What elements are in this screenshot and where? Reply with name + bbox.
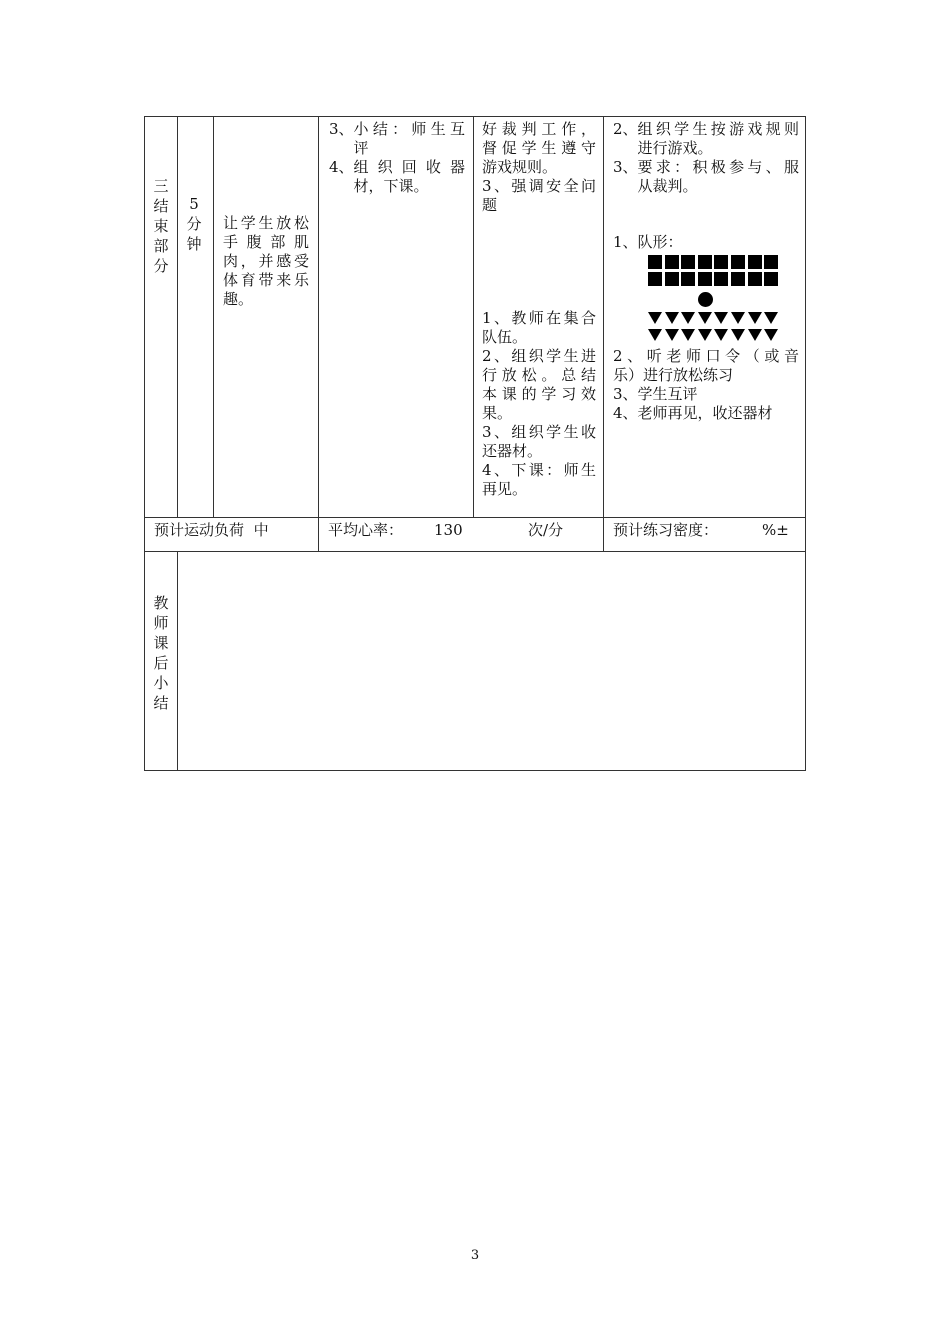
row-divider-1 — [144, 517, 806, 518]
student-triangle-marker — [681, 329, 695, 341]
teacher-activity-top: 好裁判工作， 督促学生遵守 游戏规则。 3、强调安全问 题 — [482, 120, 596, 214]
student-triangle-marker — [748, 312, 762, 324]
col-divider-3 — [318, 116, 319, 551]
student-square-marker — [714, 255, 728, 269]
hr-label: 平均心率： — [328, 521, 404, 539]
student-square-marker — [731, 255, 745, 269]
student-square-marker — [648, 272, 662, 286]
student-triangle-marker — [714, 329, 728, 341]
content-item-3: 3、 小结：师生互 评 — [329, 120, 465, 157]
page-number: 3 — [470, 1248, 480, 1263]
lesson-goal: 让学生放松 手腹部肌 肉，并感受 体育带来乐 趣。 — [223, 214, 309, 308]
student-triangle-marker — [731, 312, 745, 324]
student-square-marker — [681, 272, 695, 286]
col-divider-1 — [177, 116, 178, 517]
lesson-plan-table — [144, 116, 806, 771]
student-item-2: 2、 组织学生按游戏规则 进行游戏。 — [613, 120, 799, 157]
student-square-marker — [698, 272, 712, 286]
student-square-marker — [714, 272, 728, 286]
table-border-bottom — [144, 770, 806, 771]
student-triangle-marker — [681, 312, 695, 324]
lesson-content — [329, 120, 465, 196]
student-triangle-marker — [648, 329, 662, 341]
student-square-marker — [665, 272, 679, 286]
col-divider-2 — [213, 116, 214, 517]
student-activity-top — [613, 120, 799, 196]
student-activity-bottom: 2、听老师口令（或音 乐）进行放松练习 3、学生互评 4、老师再见，收还器材 — [613, 347, 799, 422]
col-divider-4 — [473, 116, 474, 517]
table-border-left — [144, 116, 145, 771]
student-square-marker — [648, 255, 662, 269]
student-triangle-marker — [698, 312, 712, 324]
student-square-marker — [764, 272, 778, 286]
teacher-activity-bottom: 1、教师在集合 队伍。 2、组织学生进 行放松。总结 本课的学习效 果。 3、组织学生收 还器材。 4、下课：师生 再见。 — [482, 309, 596, 498]
student-square-marker — [748, 255, 762, 269]
table-border-right — [805, 116, 806, 771]
student-triangle-marker — [731, 329, 745, 341]
student-item-3: 3、 要求：积极参与、服 从裁判。 — [613, 158, 799, 195]
student-square-marker — [731, 272, 745, 286]
hr-unit: 次/分 — [528, 521, 564, 539]
table-border-top — [144, 116, 806, 117]
student-triangle-marker — [698, 329, 712, 341]
duration: 5 分 钟 — [186, 195, 202, 253]
teacher-circle-marker — [698, 292, 713, 307]
row-divider-2 — [144, 551, 806, 552]
student-triangle-marker — [665, 312, 679, 324]
col-divider-5 — [603, 116, 604, 551]
load-label: 预计运动负荷 — [154, 521, 245, 539]
student-square-marker — [748, 272, 762, 286]
student-triangle-marker — [648, 312, 662, 324]
section-label: 三 结 束 部 分 — [153, 177, 169, 275]
summary-content-area — [180, 554, 802, 768]
summary-col-divider — [177, 551, 178, 771]
load-value: 中 — [253, 521, 269, 539]
student-square-marker — [681, 255, 695, 269]
student-square-marker — [698, 255, 712, 269]
load-row-left — [154, 521, 314, 540]
student-triangle-marker — [764, 312, 778, 324]
student-square-marker — [665, 255, 679, 269]
density-value: %± — [762, 521, 789, 539]
hr-value: 130 — [434, 521, 463, 539]
formation-label: 1、队形： — [613, 233, 683, 251]
content-item-4: 4、 组织回收器 材，下课。 — [329, 158, 465, 195]
student-triangle-marker — [714, 312, 728, 324]
student-triangle-marker — [748, 329, 762, 341]
density-label: 预计练习密度： — [613, 521, 719, 539]
student-triangle-marker — [764, 329, 778, 341]
summary-label: 教 师 课 后 小 结 — [153, 594, 169, 712]
student-triangle-marker — [665, 329, 679, 341]
student-square-marker — [764, 255, 778, 269]
